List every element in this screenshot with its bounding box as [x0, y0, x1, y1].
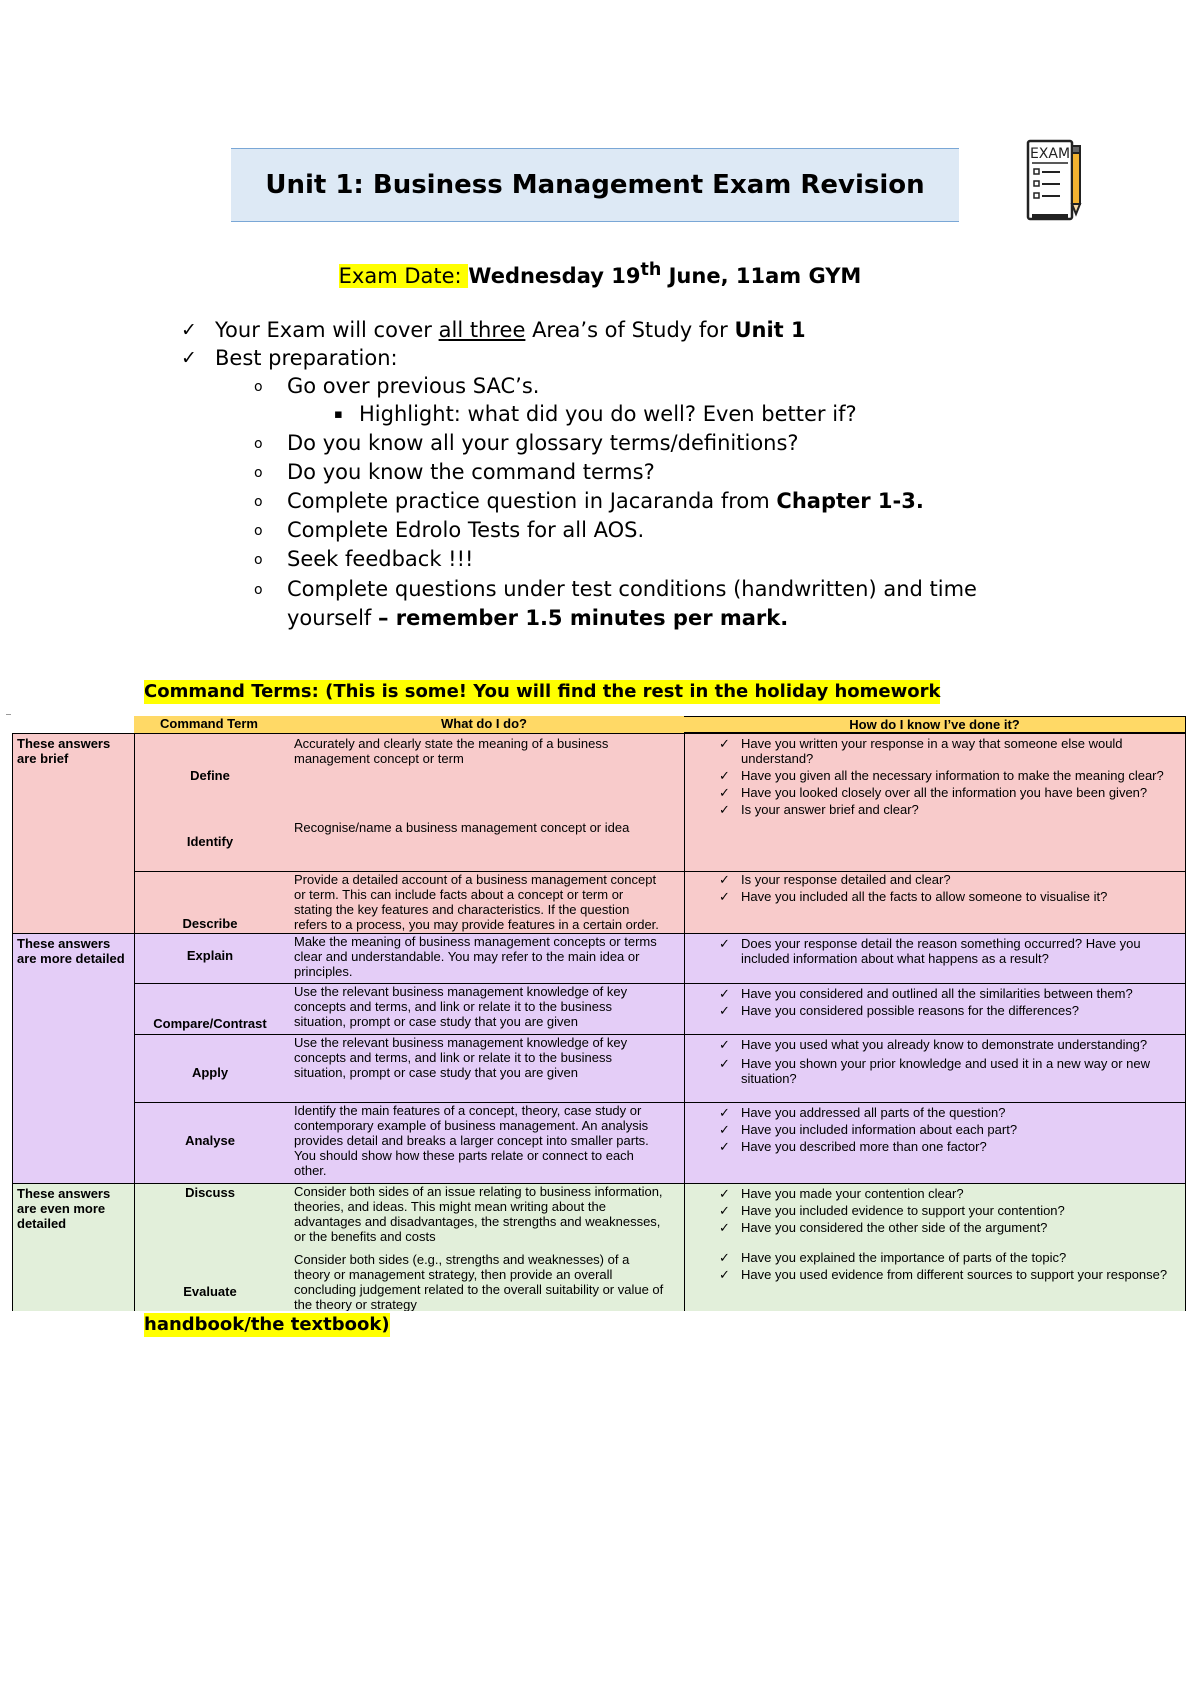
desc-compare-contrast: Use the relevant business management knowledge of key concepts and terms, and link or relate it to the business situation, prompt or case study that you are given [294, 984, 628, 1029]
header-how-do-i-know: How do I know I’ve done it? [684, 716, 1186, 733]
group-brief: These answers are brief [12, 733, 134, 933]
term-compare-contrast: Compare/Contrast [153, 1016, 267, 1031]
check-item: ✓ Have you written your response in a way that someone else would understand? [719, 736, 1123, 766]
page-title-text: Unit 1: Business Management Exam Revision [265, 170, 925, 200]
term-cell-discuss-evaluate [134, 1183, 284, 1311]
exam-date-label: Exam Date: [338, 264, 469, 288]
term-cell-analyse [134, 1102, 284, 1183]
desc-identify: Recognise/name a business management concept or idea [294, 820, 630, 835]
check-item: ✓ Have you addressed all parts of the question? [719, 1105, 1006, 1120]
check-item: ✓ Have you considered the other side of the argument? [719, 1220, 1048, 1235]
term-identify: Identify [186, 834, 234, 849]
check-item: ✓ Have you made your contention clear? [719, 1186, 964, 1201]
term-apply: Apply [191, 1065, 229, 1080]
exam-date [0, 260, 1200, 288]
desc-cell-discuss-evaluate [284, 1183, 684, 1311]
desc-cell-describe [284, 871, 684, 933]
prep-subitem-highlight: Highlight: what did you do well? Even better if? [359, 402, 857, 426]
command-terms-heading-end: handbook/the textbook) [144, 1314, 390, 1335]
prep-item-feedback: Seek feedback !!! [287, 547, 474, 571]
desc-discuss: Consider both sides of an issue relating to business information, theories, and ideas. This might mean writing about the advantages and disadvantages, the strengths and weaknesses, or the benefits and costs [294, 1184, 663, 1244]
check-item: ✓ Have you used evidence from different sources to support your response? [719, 1267, 1168, 1282]
term-discuss: Discuss [185, 1185, 235, 1200]
circle-bullet-icon: o [254, 582, 263, 598]
checklist-item-preparation: Best preparation: [215, 346, 398, 370]
group-more-detailed: These answers are more detailed [12, 933, 134, 1183]
term-cell-describe [134, 871, 284, 933]
checks-explain [684, 933, 1186, 983]
circle-bullet-icon: o [254, 552, 263, 568]
desc-cell-analyse [284, 1102, 684, 1183]
desc-cell-apply [284, 1034, 684, 1102]
checks-analyse [684, 1102, 1186, 1183]
checks-describe [684, 871, 1186, 933]
circle-bullet-icon: o [254, 465, 263, 481]
exam-date-value: Wednesday 19th June, 11am GYM [468, 260, 862, 288]
square-bullet-icon: ▪ [334, 407, 343, 422]
prep-item-command-terms: Do you know the command terms? [287, 460, 655, 484]
check-item: ✓ Have you explained the importance of parts of the topic? [719, 1250, 1067, 1265]
check-item: ✓ Have you described more than one factor? [719, 1139, 987, 1154]
page-title [231, 148, 959, 222]
circle-bullet-icon: o [254, 379, 263, 395]
term-cell-apply [134, 1034, 284, 1102]
check-bullet-icon: ✓ [181, 319, 197, 341]
circle-bullet-icon: o [254, 523, 263, 539]
exam-icon-label: EXAM [1029, 146, 1071, 162]
divider [6, 714, 11, 715]
check-item: ✓ Have you included evidence to support your contention? [719, 1203, 1065, 1218]
term-cell-define-identify [134, 733, 284, 871]
check-item: ✓ Have you given all the necessary information to make the meaning clear? [719, 768, 1164, 783]
desc-cell-explain [284, 933, 684, 983]
term-evaluate: Evaluate [183, 1284, 237, 1299]
desc-cell-define-identify [284, 733, 684, 871]
term-cell-compare [134, 983, 284, 1034]
desc-cell-compare [284, 983, 684, 1034]
prep-item-glossary: Do you know all your glossary terms/definitions? [287, 431, 799, 455]
prep-item-test-conditions: Complete questions under test conditions (handwritten) and time [287, 577, 977, 601]
term-analyse: Analyse [185, 1133, 235, 1148]
checks-discuss-evaluate [684, 1183, 1186, 1311]
prep-item-test-conditions-cont: yourself – remember 1.5 minutes per mark. [287, 606, 789, 630]
check-item: ✓ Have you considered and outlined all the similarities between them? [719, 986, 1133, 1001]
check-item: ✓ Have you shown your prior knowledge and used it in a new way or new situation? [719, 1056, 1151, 1086]
prep-item-jacaranda: Complete practice question in Jacaranda from Chapter 1-3. [287, 489, 924, 513]
circle-bullet-icon: o [254, 494, 263, 510]
term-describe: Describe [182, 916, 238, 931]
check-item: ✓ Have you used what you already know to demonstrate understanding? [719, 1037, 1148, 1052]
prep-item-edrolo: Complete Edrolo Tests for all AOS. [287, 518, 645, 542]
desc-describe: Provide a detailed account of a business management concept or term. This can include facts about a concept or term or stating the key features and characteristics. If the question refers to a process, you may provide features in a certain order. [294, 872, 659, 932]
circle-bullet-icon: o [254, 436, 263, 452]
desc-define: Accurately and clearly state the meaning of a business management concept or term [294, 736, 609, 766]
term-define: Define [190, 768, 230, 783]
checks-compare [684, 983, 1186, 1034]
group-even-more-detailed: These answers are even more detailed [12, 1183, 134, 1311]
check-item: ✓ Have you looked closely over all the information you have been given? [719, 785, 1148, 800]
header-what-do-i-do: What do I do? [284, 716, 684, 733]
checks-define-identify [684, 733, 1186, 871]
desc-explain: Make the meaning of business management concepts or terms clear and understandable. You may refer to the main idea or principles. [294, 934, 657, 979]
desc-evaluate: Consider both sides (e.g., strengths and weaknesses) of a theory or management strategy, then provide an overall concluding judgement related to the overall suitability or value of the theory or strategy [294, 1252, 664, 1311]
check-item: ✓ Have you included information about each part? [719, 1122, 1018, 1137]
exam-clipboard-icon [1026, 138, 1084, 224]
check-item: ✓ Is your response detailed and clear? [719, 872, 951, 887]
check-item: ✓ Is your answer brief and clear? [719, 802, 919, 817]
check-item: ✓ Have you considered possible reasons for the differences? [719, 1003, 1079, 1018]
check-bullet-icon: ✓ [181, 347, 197, 369]
command-terms-heading: Command Terms: (This is some! You will find the rest in the holiday homework [144, 681, 941, 702]
desc-analyse: Identify the main features of a concept, theory, case study or contemporary example of business management. An analysis provides detail and breaks a larger concept into smaller parts. You should show how these parts relate or connect to each other. [294, 1103, 649, 1178]
checklist-item-exam-cover: Your Exam will cover all three Area’s of Study for Unit 1 [215, 318, 806, 342]
desc-apply: Use the relevant business management knowledge of key concepts and terms, and link or relate it to the business situation, prompt or case study that you are given [294, 1035, 628, 1080]
command-terms-table [12, 716, 1186, 1311]
checks-apply [684, 1034, 1186, 1102]
term-cell-explain [134, 933, 284, 983]
prep-item-sacs: Go over previous SAC’s. [287, 374, 540, 398]
term-explain: Explain [186, 948, 234, 963]
check-item: ✓ Have you included all the facts to allow someone to visualise it? [719, 889, 1108, 904]
header-command-term: Command Term [134, 716, 284, 733]
check-item: ✓ Does your response detail the reason something occurred? Have you included information about what happens as a result? [719, 936, 1141, 966]
